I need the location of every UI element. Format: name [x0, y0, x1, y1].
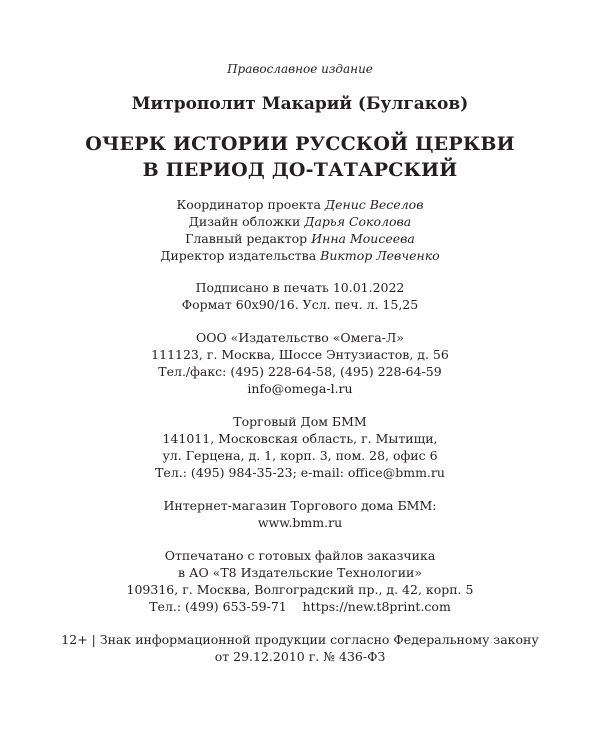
credit-role: Главный редактор [185, 231, 308, 246]
credit-person: Инна Моисеева [311, 231, 415, 246]
printer-address: 109316, г. Москва, Волгоградский пр., д. 42, корп. 5 [126, 582, 474, 597]
signed-for-print: Подписано в печать 10.01.2022 [195, 280, 405, 295]
online-store-label: Интернет-магазин Торгового дома БММ: [163, 498, 437, 513]
trade-house-contacts: Тел.: (495) 984-35-23; e-mail: office@bmm.ru [155, 465, 445, 480]
publisher-address: 111123, г. Москва, Шоссе Энтузиастов, д. 56 [151, 347, 449, 362]
trade-house-name: Торговый Дом БММ [233, 414, 367, 429]
publisher-email: info@omega-l.ru [247, 381, 353, 396]
online-store-url: www.bmm.ru [257, 515, 343, 530]
print-format: Формат 60x90/16. Усл. печ. л. 15,25 [181, 297, 419, 312]
printer-name: в АО «Т8 Издательские Технологии» [177, 565, 423, 580]
credit-role: Директор издательства [160, 248, 317, 263]
credit-coordinator [0, 197, 600, 212]
credit-chief-editor [0, 231, 600, 246]
age-rating-notice: 12+ | Знак информационной продукции согласно Федеральному закону [61, 632, 539, 647]
age-rating-law-date: от 29.12.2010 г. № 436-ФЗ [214, 649, 386, 664]
trade-house-address-1: 141011, Московская область, г. Мытищи, [162, 431, 438, 446]
printer-note: Отпечатано с готовых файлов заказчика [164, 548, 436, 563]
series-label: Православное издание [227, 62, 373, 76]
publisher-name: ООО «Издательство «Омега-Л» [195, 330, 405, 345]
credit-cover-design [0, 214, 600, 229]
book-title-line-2: В ПЕРИОД ДО-ТАТАРСКИЙ [142, 159, 458, 181]
credit-person: Дарья Соколова [304, 214, 412, 229]
credit-role: Координатор проекта [176, 197, 321, 212]
publisher-phone: Тел./факс: (495) 228-64-58, (495) 228-64-59 [158, 364, 442, 379]
credit-person: Виктор Левченко [320, 248, 440, 263]
trade-house-address-2: ул. Герцена, д. 1, корп. 3, пом. 28, офис 6 [162, 448, 438, 463]
credit-person: Денис Веселов [324, 197, 424, 212]
credit-director [0, 248, 600, 263]
credit-role: Дизайн обложки [188, 214, 301, 229]
book-title-line-1: ОЧЕРК ИСТОРИИ РУССКОЙ ЦЕРКВИ [85, 133, 515, 155]
printer-contacts-text: Тел.: (499) 653-59-71 https://new.t8print.com [149, 599, 451, 614]
author-name: Митрополит Макарий (Булгаков) [131, 94, 469, 114]
printer-contacts [0, 599, 600, 614]
